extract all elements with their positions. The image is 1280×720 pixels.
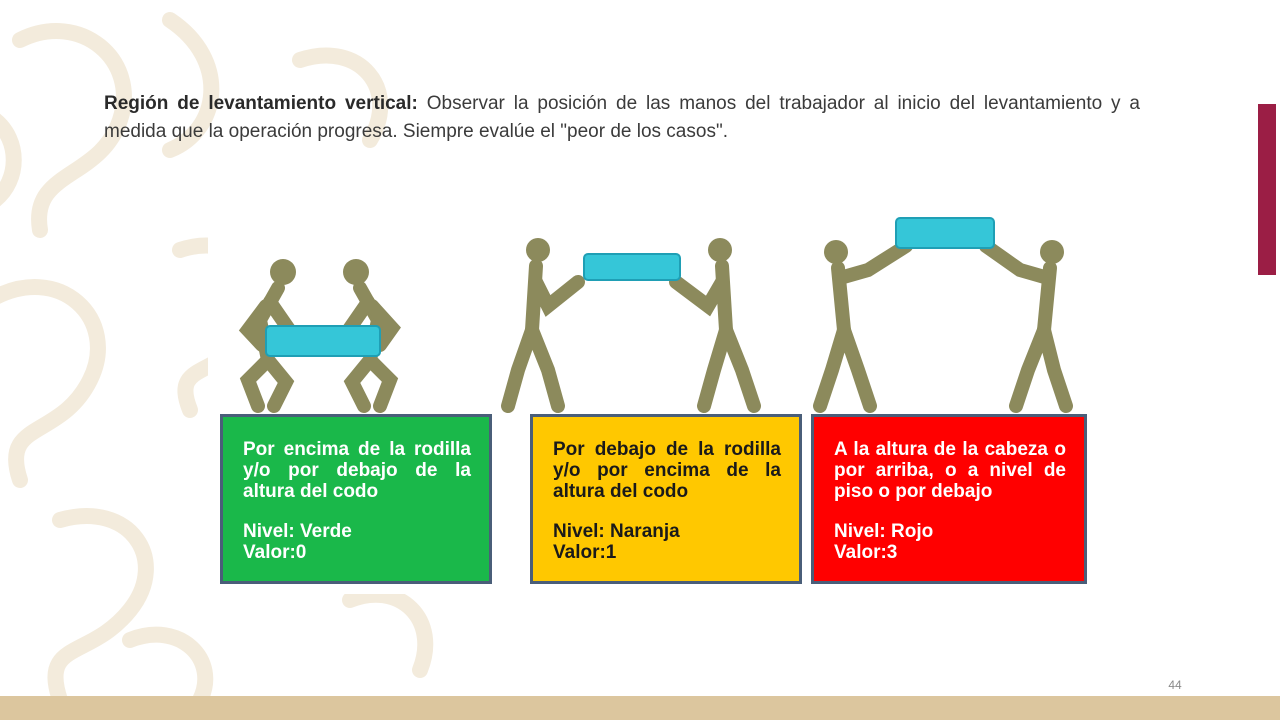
card-value: Valor:0 [243, 542, 307, 563]
card-value: Valor:3 [834, 542, 898, 563]
card-level: Nivel: Verde [243, 521, 352, 542]
card-description: A la altura de la cabeza o por arriba, o a nivel de piso o por debajo [834, 439, 1066, 502]
intro-paragraph [104, 90, 1140, 146]
page-number: 44 [1168, 678, 1182, 692]
card-level: Nivel: Rojo [834, 521, 934, 542]
load-box-2 [584, 254, 680, 280]
mannequin-right-2 [676, 238, 754, 406]
level-card-orange [530, 414, 802, 584]
mannequin-left-2 [508, 238, 578, 406]
intro-lead: Región de levantamiento vertical: [104, 93, 418, 114]
mannequin-left-3 [820, 240, 906, 406]
level-card-red [811, 414, 1087, 584]
card-description: Por encima de la rodilla y/o por debajo de la altura del codo [243, 439, 471, 502]
intro-text: Observar la posición de las manos del trabajador al inicio del levantamiento y a medida que la operación progresa. Siempre evalúe el "peor de los casos". [104, 93, 1140, 142]
load-box-1 [266, 326, 380, 356]
accent-bar [1258, 104, 1276, 275]
load-box-3 [896, 218, 994, 248]
mannequin-illustrations [208, 210, 1098, 416]
lifting-regions-figure [208, 210, 1098, 594]
card-value: Valor:1 [553, 542, 617, 563]
footer-band [0, 696, 1280, 720]
level-card-green [220, 414, 492, 584]
mannequin-right-3 [986, 240, 1066, 406]
card-level: Nivel: Naranja [553, 521, 680, 542]
card-description: Por debajo de la rodilla y/o por encima de la altura del codo [553, 439, 781, 502]
